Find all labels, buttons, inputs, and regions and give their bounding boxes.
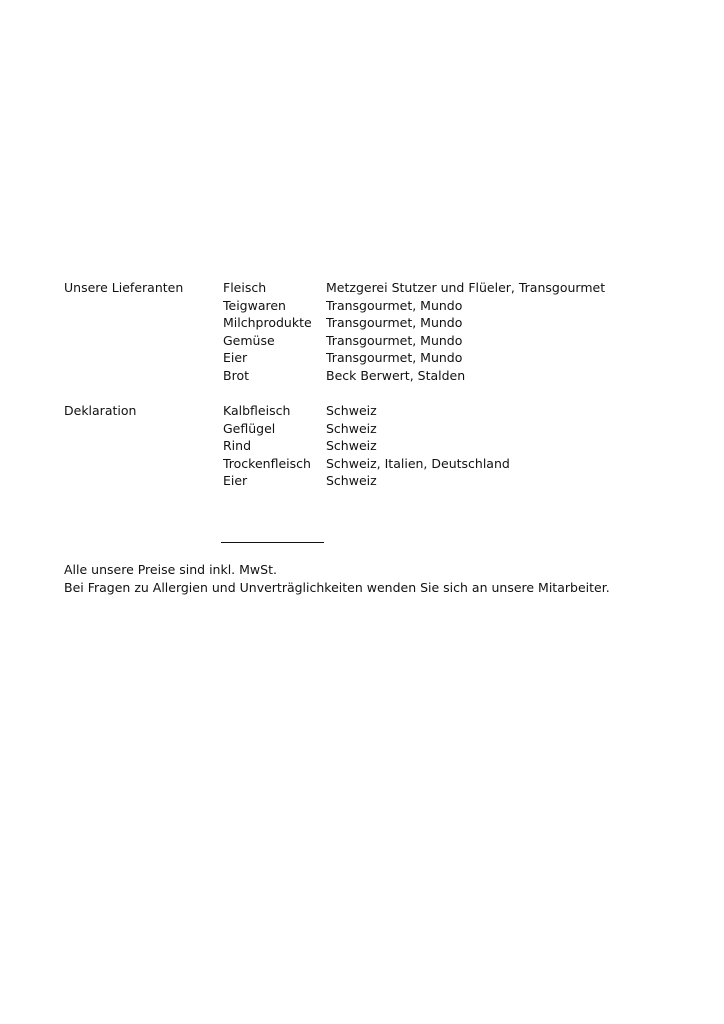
- footer-notes: [64, 561, 704, 596]
- declaration-heading: Deklaration: [64, 403, 137, 418]
- declaration-origin: Schweiz, Italien, Deutschland: [326, 455, 510, 471]
- supplier-category: Gemüse: [223, 332, 275, 348]
- supplier-category: Milchprodukte: [223, 315, 312, 331]
- supplier-value: Transgourmet, Mundo: [326, 332, 463, 348]
- declaration-category: Rind: [223, 438, 252, 454]
- prices-note: Alle unsere Preise sind inkl. MwSt.: [64, 562, 277, 577]
- supplier-category: Fleisch: [223, 280, 267, 295]
- supplier-value: Transgourmet, Mundo: [326, 350, 463, 366]
- declaration-origin: Schweiz: [326, 438, 377, 454]
- supplier-value: Transgourmet, Mundo: [326, 315, 463, 331]
- supplier-category: Teigwaren: [223, 297, 286, 313]
- supplier-value: Transgourmet, Mundo: [326, 297, 463, 313]
- supplier-category: Brot: [223, 367, 249, 383]
- declaration-category: Eier: [223, 473, 248, 489]
- allergies-note: Bei Fragen zu Allergien und Unverträglichkeiten wenden Sie sich an unsere Mitarbeiter.: [64, 579, 610, 595]
- supplier-value: Beck Berwert, Stalden: [326, 367, 466, 383]
- declaration-category: Geflügel: [223, 420, 276, 436]
- supplier-value: Metzgerei Stutzer und Flüeler, Transgourmet: [326, 280, 606, 295]
- declaration-origin: Schweiz: [326, 420, 377, 436]
- suppliers-heading: Unsere Lieferanten: [64, 280, 184, 295]
- separator-line: [221, 542, 324, 543]
- supplier-category: Eier: [223, 350, 248, 366]
- declaration-origin: Schweiz: [326, 403, 377, 418]
- declaration-origin: Schweiz: [326, 473, 377, 489]
- declaration-category: Kalbfleisch: [223, 403, 291, 418]
- declaration-category: Trockenfleisch: [223, 455, 311, 471]
